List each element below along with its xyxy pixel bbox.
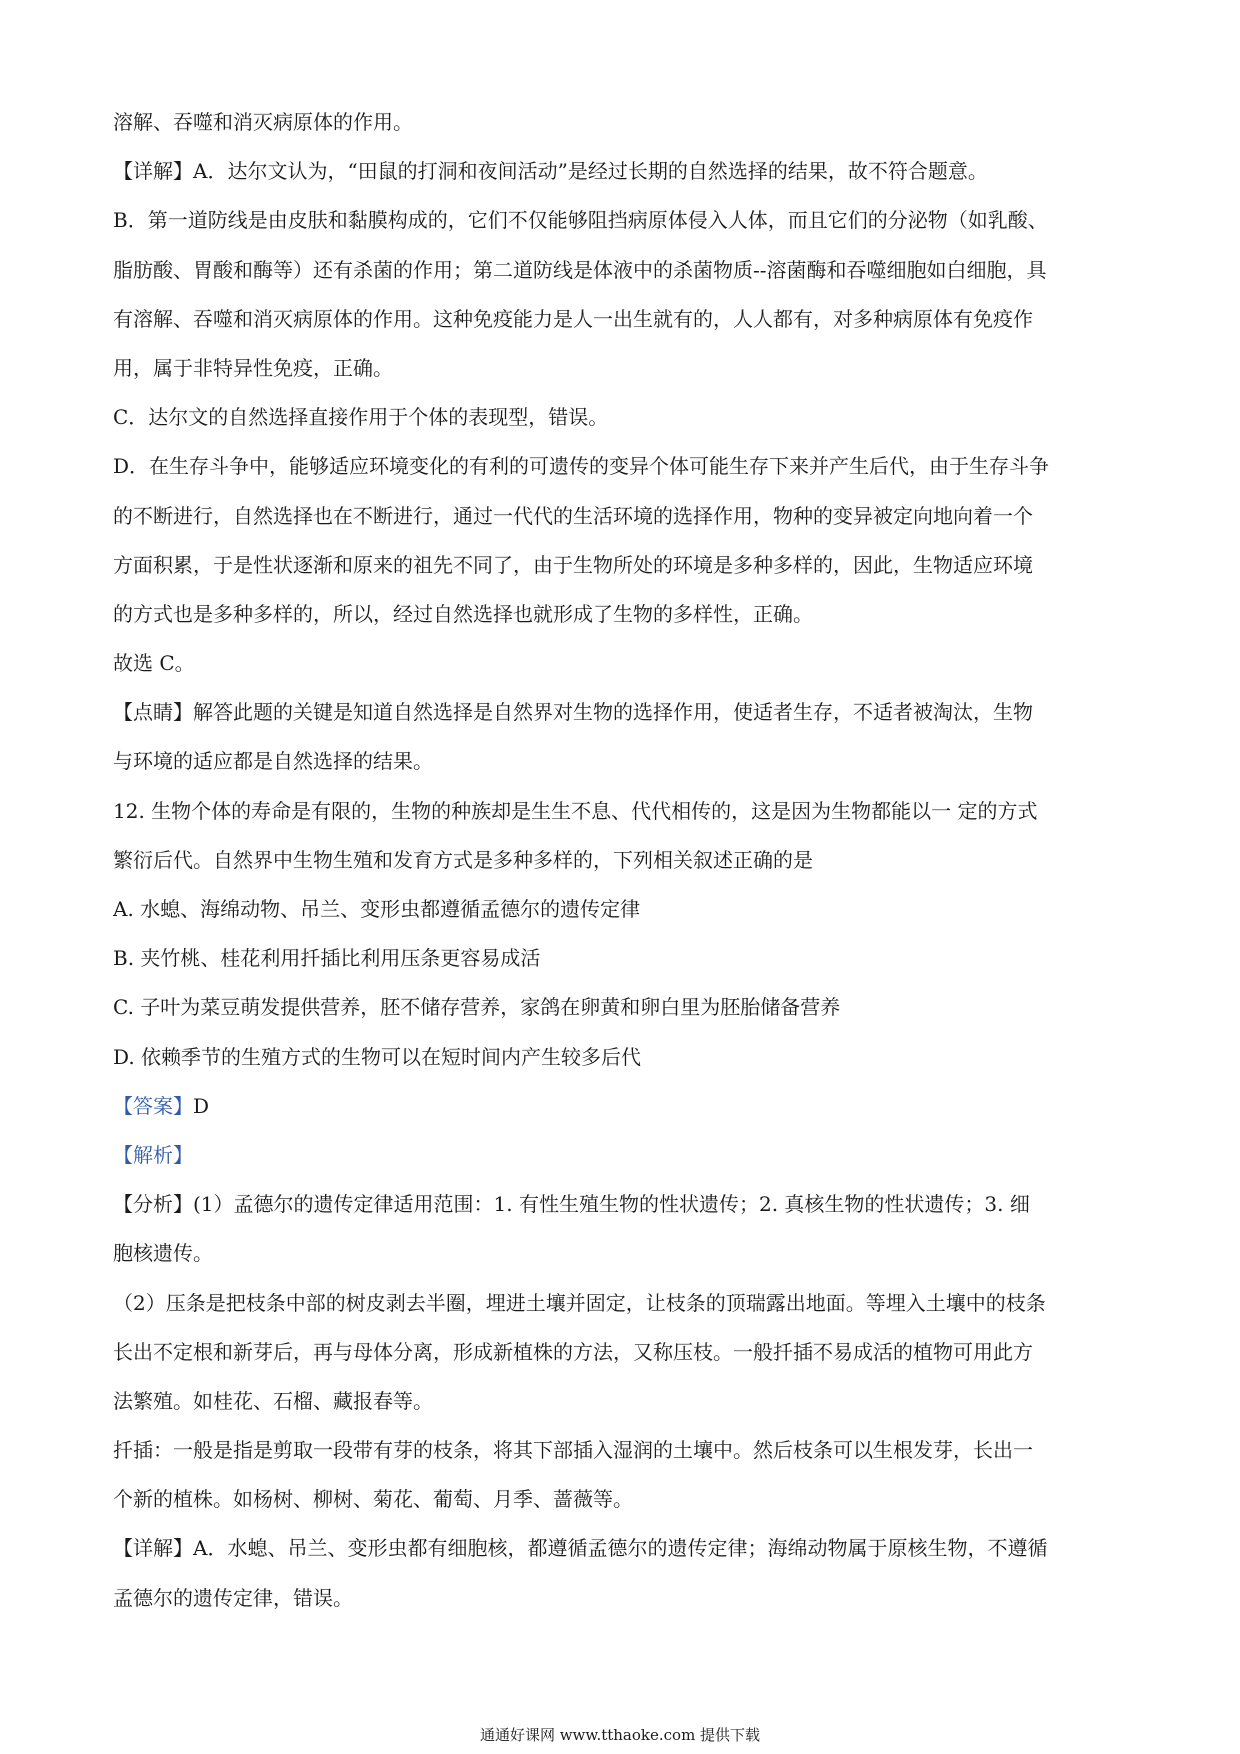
document-body bbox=[113, 98, 1135, 1623]
text-line: 【详解】A．达尔文认为，“田鼠的打洞和夜间活动”是经过长期的自然选择的结果，故不符合题意。 bbox=[113, 159, 988, 184]
option-d: D. 依赖季节的生殖方式的生物可以在短时间内产生较多后代 bbox=[113, 1044, 642, 1069]
option-a: A. 水螅、海绵动物、吊兰、变形虫都遵循孟德尔的遗传定律 bbox=[113, 897, 641, 921]
text-line: 脂肪酸、胃酸和酶等）还有杀菌的作用；第二道防线是体液中的杀菌物质--溶菌酶和吞噬细胞如白细胞，具 bbox=[113, 257, 1047, 282]
text-line: 溶解、吞噬和消灭病原体的作用。 bbox=[113, 110, 413, 134]
text-line: 长出不定根和新芽后，再与母体分离，形成新植株的方法，又称压枝。一般扦插不易成活的植物可用此方 bbox=[113, 1339, 1033, 1364]
option-c: C. 子叶为菜豆萌发提供营养，胚不储存营养，家鸽在卵黄和卵白里为胚胎储备营养 bbox=[113, 995, 841, 1020]
text-line: D．在生存斗争中，能够适应环境变化的有利的可遗传的变异个体可能生存下来并产生后代，由于生存斗争 bbox=[113, 454, 1050, 479]
question-text: 繁衍后代。自然界中生物生殖和发育方式是多种多样的，下列相关叙述正确的是 bbox=[113, 847, 813, 872]
text-line: 的不断进行，自然选择也在不断进行，通过一代代的生活环境的选择作用，物种的变异被定向地向着一个 bbox=[113, 503, 1033, 528]
text-line: 【点睛】解答此题的关键是知道自然选择是自然界对生物的选择作用，使适者生存，不适者被淘汰，生物 bbox=[113, 700, 1033, 725]
text-line: 孟德尔的遗传定律，错误。 bbox=[113, 1585, 353, 1610]
text-line: 方面积累，于是性状逐渐和原来的祖先不同了，由于生物所处的环境是多种多样的，因此，生物适应环境 bbox=[113, 552, 1033, 577]
question-text: 12. 生物个体的寿命是有限的，生物的种族却是生生不息、代代相传的，这是因为生物都能以一 定的方式 bbox=[113, 798, 1038, 823]
text-line: 用，属于非特异性免疫，正确。 bbox=[113, 355, 393, 380]
text-line: 个新的植株。如杨树、柳树、菊花、葡萄、月季、蔷薇等。 bbox=[113, 1487, 633, 1512]
text-line: 与环境的适应都是自然选择的结果。 bbox=[113, 749, 433, 774]
text-line: 有溶解、吞噬和消灭病原体的作用。这种免疫能力是人一出生就有的，人人都有，对多种病原体有免疫作 bbox=[113, 306, 1033, 331]
analysis-label: 【解析】 bbox=[113, 1142, 193, 1167]
text-line: 胞核遗传。 bbox=[113, 1241, 213, 1266]
text-line: 的方式也是多种多样的，所以，经过自然选择也就形成了生物的多样性，正确。 bbox=[113, 601, 813, 626]
answer-line bbox=[113, 1082, 1135, 1131]
text-line: C．达尔文的自然选择直接作用于个体的表现型，错误。 bbox=[113, 405, 609, 430]
text-line: （2）压条是把枝条中部的树皮剥去半圈，埋进土壤并固定，让枝条的顶瑞露出地面。等埋入土壤中的枝条 bbox=[113, 1290, 1046, 1315]
answer-value: D bbox=[193, 1093, 210, 1118]
text-line: 扦插：一般是指是剪取一段带有芽的枝条，将其下部插入湿润的土壤中。然后枝条可以生根发芽，长出一 bbox=[113, 1438, 1033, 1463]
text-line: 故选 C。 bbox=[113, 651, 195, 676]
option-b: B. 夹竹桃、桂花利用扦插比利用压条更容易成活 bbox=[113, 946, 541, 971]
text-line: 【详解】A．水螅、吊兰、变形虫都有细胞核，都遵循孟德尔的遗传定律；海绵动物属于原核生物，不遵循 bbox=[113, 1536, 1048, 1561]
text-line: B．第一道防线是由皮肤和黏膜构成的，它们不仅能够阻挡病原体侵入人体，而且它们的分泌物（如乳酸、 bbox=[113, 208, 1048, 233]
text-line: 法繁殖。如桂花、石榴、藏报春等。 bbox=[113, 1388, 433, 1413]
page-footer: 通通好课网 www.tthaoke.com 提供下载 bbox=[479, 1726, 761, 1744]
text-line: 【分析】(1）孟德尔的遗传定律适用范围：1. 有性生殖生物的性状遗传；2. 真核生物的性状遗传；3. 细 bbox=[113, 1192, 1030, 1217]
answer-label: 【答案】 bbox=[113, 1093, 193, 1118]
